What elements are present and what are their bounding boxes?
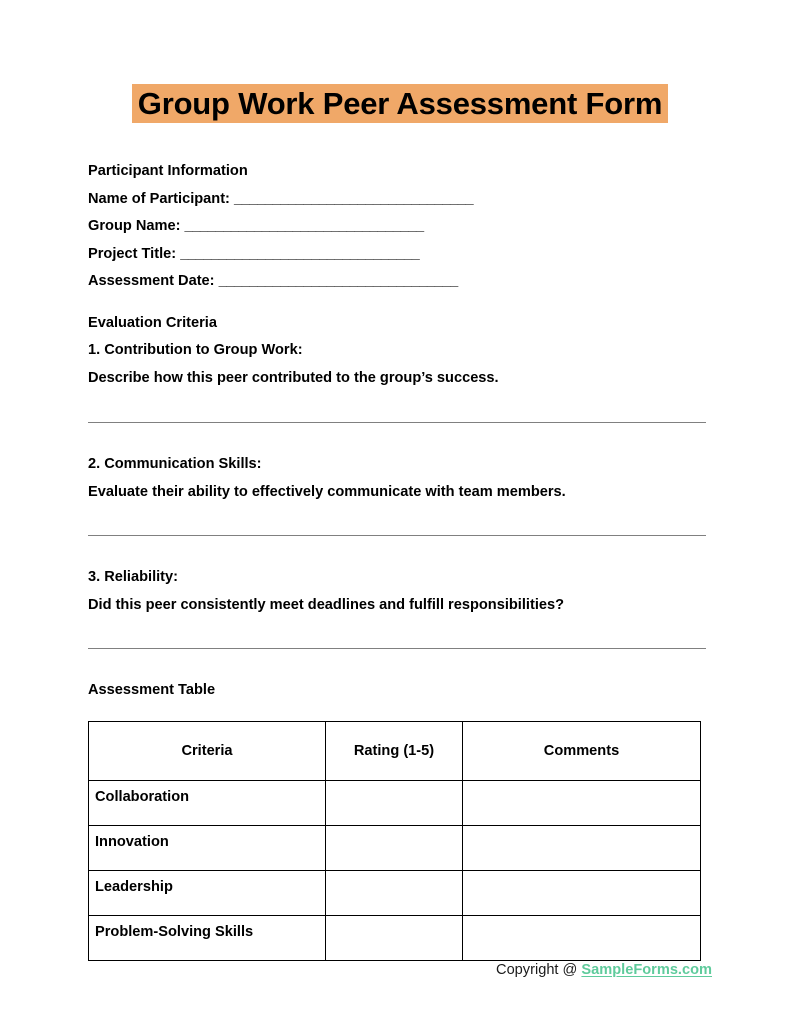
field-label-group-name: Group Name: [88,218,185,234]
document-body [88,158,712,961]
criterion-1-prompt: Describe how this peer contributed to the group’s success. [88,369,499,386]
table-row [89,825,701,870]
criterion-2-title: 2. Communication Skills: [88,456,262,472]
assessment-table [88,721,701,961]
field-label-assessment-date: Assessment Date: [88,273,219,289]
cell-comments-collaboration[interactable] [463,780,701,825]
table-row [89,870,701,915]
field-rule-group-name[interactable]: _______________________________ [184,218,424,234]
table-row [89,915,701,960]
cell-rating-problem-solving-skills[interactable] [326,915,463,960]
cell-criteria-leadership: Leadership [89,870,326,915]
page-title: Group Work Peer Assessment Form [132,84,668,123]
assessment-table-body [89,780,701,960]
table-header-row [89,721,701,780]
field-rule-name-of-participant[interactable]: _______________________________ [233,190,474,207]
cell-rating-leadership[interactable] [326,870,463,915]
field-label-project-title: Project Title: [88,245,181,262]
cell-comments-innovation[interactable] [463,825,701,870]
field-assessment-date [88,268,712,296]
copyright-text: Copyright @ [496,962,582,978]
cell-comments-problem-solving-skills[interactable] [463,915,701,960]
cell-rating-innovation[interactable] [326,825,463,870]
assessment-table-heading: Assessment Table [88,682,216,698]
column-header-criteria: Criteria [89,721,326,780]
criterion-2-prompt: Evaluate their ability to effectively communicate with team members. [88,483,566,500]
cell-comments-leadership[interactable] [463,870,701,915]
table-row [89,780,701,825]
column-header-rating: Rating (1-5) [326,721,463,780]
criterion-3-title: 3. Reliability: [88,569,179,585]
spacer [88,649,712,677]
spacer [88,536,712,564]
spacer [88,296,712,310]
field-name-of-participant [88,186,712,214]
spacer [88,423,712,451]
criterion-1-title: 1. Contribution to Group Work: [88,342,303,358]
cell-criteria-problem-solving-skills: Problem-Solving Skills [89,915,326,960]
criterion-3-prompt: Did this peer consistently meet deadlines and fulfill responsibilities? [88,596,565,613]
field-rule-project-title[interactable]: _______________________________ [180,245,420,262]
field-label-name-of-participant: Name of Participant: [88,190,234,207]
participant-information-heading: Participant Information [88,163,248,179]
field-project-title [88,241,712,269]
cell-criteria-innovation: Innovation [89,825,326,870]
column-header-comments: Comments [463,721,701,780]
assessment-table-head [89,721,701,780]
field-rule-assessment-date[interactable]: _______________________________ [218,273,458,289]
cell-criteria-collaboration: Collaboration [89,780,326,825]
sampleforms-link[interactable]: SampleForms.com [581,962,712,978]
footer [88,962,712,978]
cell-rating-collaboration[interactable] [326,780,463,825]
page-title-container [88,82,712,126]
evaluation-criteria-heading: Evaluation Criteria [88,314,217,331]
field-group-name [88,213,712,241]
